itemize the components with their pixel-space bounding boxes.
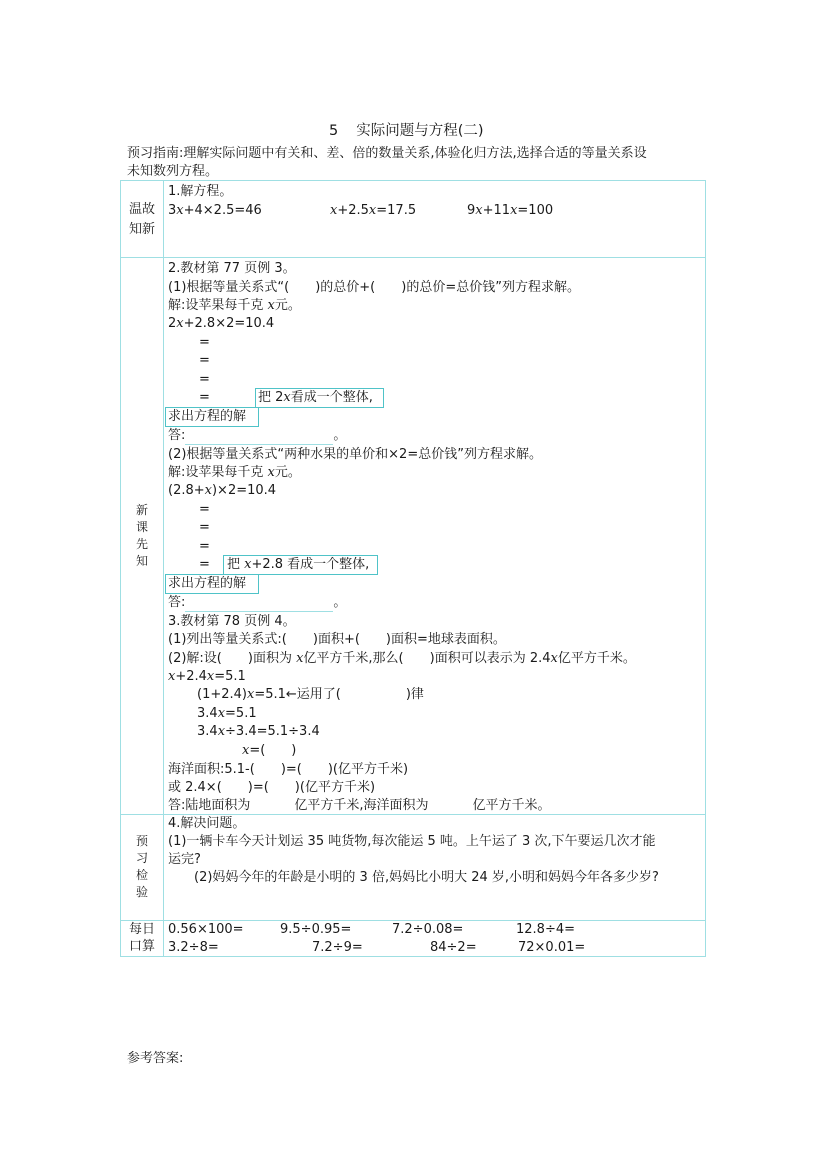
equals-step: = [199, 372, 210, 387]
example4-step-2: (1+2.4)x=5.1←运用了( )律 [197, 687, 424, 702]
example4-ocean-2: 或 2.4×( )=( )(亿平方千米) [168, 780, 376, 795]
check-question-2: (2)妈妈今年的年龄是小明的 3 倍,妈妈比小明大 24 岁,小明和妈妈今年各多少岁? [194, 870, 659, 885]
example4-question-2: (2)解:设( )面积为 x亿平方千米,那么( )面积可以表示为 2.4x亿平方千米。 [168, 651, 636, 666]
example4-answer: 答:陆地面积为 亿平方千米,海洋面积为 亿平方千米。 [168, 798, 551, 813]
answers-label: 参考答案: [127, 1051, 184, 1066]
hint-solve-1: 求出方程的解 [168, 409, 247, 424]
section-review: 温故 知新 [128, 202, 155, 237]
check-question-1-line-2: 运完? [168, 852, 201, 867]
example3-question-1: (1)根据等量关系式“( )的总价+( )的总价=总价钱”列方程求解。 [168, 280, 580, 295]
equals-step: = [199, 390, 210, 405]
oral-item: 84÷2= [430, 940, 477, 955]
equals-step: = [199, 335, 210, 350]
hint-solve-2: 求出方程的解 [168, 576, 247, 591]
section-check: 预 习 检 验 [135, 834, 148, 899]
oral-item: 9.5÷0.95= [280, 922, 352, 937]
equals-step: = [199, 557, 210, 572]
hint-text-1: 把 2x看成一个整体, [258, 390, 373, 405]
example3-let-2: 解:设苹果每千克 x元。 [168, 465, 301, 480]
guide-line-1: 预习指南:理解实际问题中有关和、差、倍的数量关系,体验化归方法,选择合适的等量关系设 [127, 146, 647, 161]
example4-step-5: x=( ) [242, 743, 297, 758]
oral-item: 12.8÷4= [516, 922, 576, 937]
oral-item: 72×0.01= [518, 940, 586, 955]
hint-text-2: 把 x+2.8 看成一个整体, [227, 557, 370, 572]
answer-line-2: 答: 。 [168, 595, 347, 610]
oral-item: 3.2÷8= [168, 940, 219, 955]
review-equation-2: x+2.5x=17.5 [330, 203, 417, 218]
example4-heading: 3.教材第 78 页例 4。 [168, 614, 296, 629]
check-question-1-line-1: (1)一辆卡车今天计划运 35 吨货物,每次能运 5 吨。上午运了 3 次,下午要运几次才能 [168, 834, 656, 849]
example4-step-1: x+2.4x=5.1 [168, 669, 246, 684]
page-title: 5 实际问题与方程(二) [329, 123, 484, 139]
check-heading: 4.解决问题。 [168, 816, 246, 831]
oral-item: 0.56×100= [168, 922, 244, 937]
section-new: 新 课 先 知 [135, 503, 148, 568]
answer-line-1: 答: 。 [168, 428, 347, 443]
example3-equation-2: (2.8+x)×2=10.4 [168, 483, 277, 498]
equals-step: = [199, 520, 210, 535]
equals-step: = [199, 353, 210, 368]
oral-item: 7.2÷0.08= [392, 922, 464, 937]
oral-item: 7.2÷9= [312, 940, 363, 955]
example3-question-2: (2)根据等量关系式“两种水果的单价和×2=总价钱”列方程求解。 [168, 447, 542, 462]
section-oral: 每日 口算 [128, 922, 155, 954]
example4-question-1: (1)列出等量关系式:( )面积+( )面积=地球表面积。 [168, 632, 506, 647]
example3-equation-1: 2x+2.8×2=10.4 [168, 316, 275, 331]
example4-step-4: 3.4x÷3.4=5.1÷3.4 [197, 724, 320, 739]
example4-step-3: 3.4x=5.1 [197, 706, 257, 721]
equals-step: = [199, 539, 210, 554]
example3-let-1: 解:设苹果每千克 x元。 [168, 298, 301, 313]
guide-line-2: 未知数列方程。 [127, 164, 219, 179]
review-heading: 1.解方程。 [168, 184, 233, 199]
review-equation-1: 3x+4×2.5=46 [168, 203, 262, 218]
review-equation-3: 9x+11x=100 [467, 203, 554, 218]
example4-ocean-1: 海洋面积:5.1-( )=( )(亿平方千米) [168, 762, 409, 777]
example3-heading: 2.教材第 77 页例 3。 [168, 261, 296, 276]
equals-step: = [199, 502, 210, 517]
